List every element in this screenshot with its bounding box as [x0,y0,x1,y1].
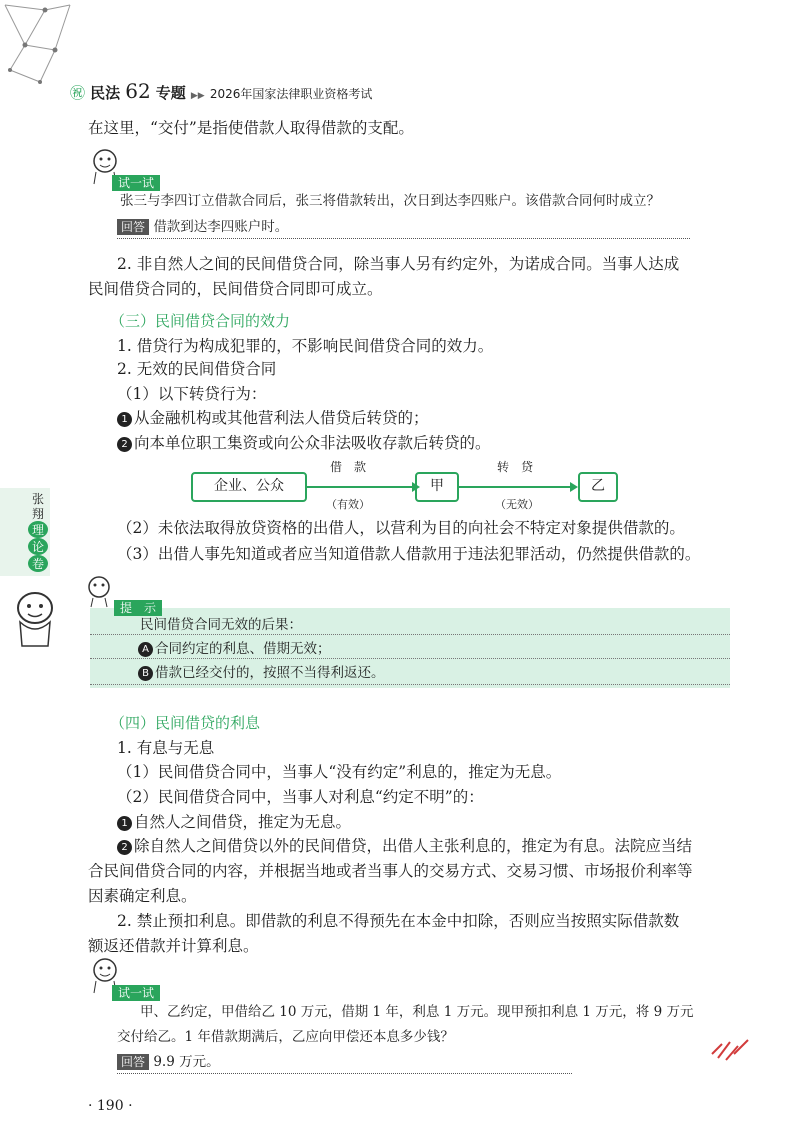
mascot-large-icon [8,586,62,650]
header-suffix: 专题 [155,84,186,102]
s4-item2-line2: 额返还借款并计算利息。 [88,937,259,955]
arrow2-label-bottom: （无效） [495,498,539,511]
hint-line3: B 借款已经交付的，按照不当得利返还。 [138,664,385,682]
side-char-1: 张 [31,492,44,506]
try1-badge: 试一试 [112,172,160,191]
divider [117,238,690,239]
line-jiaofu: 在这里，“交付”是指使借款人取得借款的支配。 [88,119,414,137]
header-arrows-icon: ▶▶ [190,91,205,101]
try2-answer-text: 9.9 万元。 [153,1054,220,1070]
try1-answer [117,218,288,236]
try1-question: 张三与李四订立借款合同后，张三将借款转出，次日到达李四账户。该借款合同何时成立？ [120,193,660,209]
hint-badge: 提 示 [114,597,162,616]
network-decoration [0,0,80,90]
running-header [70,79,372,103]
s4-item2-line1: 2. 禁止预扣利息。即借款的利息不得预先在本金中扣除，否则应当按照实际借款数 [117,912,680,930]
header-exam: 2026年国家法律职业资格考试 [209,87,373,101]
s3-item2-1a: 1 从金融机构或其他营利法人借贷后转贷的； [117,408,429,428]
hint-divider [90,658,730,659]
s3-item2: 2. 无效的民间借贷合同 [117,360,277,378]
side-char-4: 论 [28,538,48,555]
try2-question-line1: 甲、乙约定，甲借给乙 10 万元，借期 1 年，利息 1 万元。现甲预扣利息 1 万元，将 9 万元 [140,1004,694,1020]
s4-item1: 1. 有息与无息 [117,739,215,757]
s4-item1-2b-line1: 2 除自然人之间借贷以外的民间借贷，出借人主张利息的，推定为有息。法院应当结 [117,836,692,856]
s3-item2-3: （3）出借人事先知道或者应当知道借款人借款用于违法犯罪活动，仍然提供借款的。 [117,545,701,563]
try1-answer-text: 借款到达李四账户时。 [153,219,289,235]
diagram-box-yi: 乙 [578,472,618,502]
hint-divider [90,684,730,685]
page-number: · 190 · [88,1098,133,1114]
s3-item2-1: （1）以下转贷行为： [117,385,267,403]
stamp-decoration [708,1024,756,1068]
header-book: 民法 [90,84,121,102]
diagram-box-public: 企业、公众 [191,472,307,502]
try2-answer [117,1053,220,1071]
section4-title: （四）民间借贷的利息 [110,714,261,732]
try2-answer-label: 回答 [117,1054,149,1070]
arrow1-label-bottom: （有效） [326,498,370,511]
divider [117,1073,572,1074]
s3-item1: 1. 借贷行为构成犯罪的，不影响民间借贷合同的效力。 [117,337,494,355]
s4-item1-2b-line2: 合民间借贷合同的内容，并根据当地或者当事人的交易方式、交易习惯、市场报价利率等 [88,862,693,880]
para2-line2: 民间借贷合同的，民间借贷合同即可成立。 [88,280,383,298]
s4-item1-2: （2）民间借贷合同中，当事人对利息“约定不明”的： [117,788,484,806]
s4-item1-2b-line3: 因素确定利息。 [88,887,197,905]
hint-divider [90,634,730,635]
side-char-2: 翔 [31,507,44,521]
side-char-3: 理 [28,521,48,538]
s4-item1-1: （1）民间借贷合同中，当事人“没有约定”利息的，推定为无息。 [117,763,562,781]
diagram-arrows [300,478,585,498]
try2-badge: 试一试 [112,982,160,1001]
mascot-small-icon [84,574,114,608]
s3-item2-1b: 2 向本单位职工集资或向公众非法吸收存款后转贷的。 [117,433,491,453]
arrow2-label-top: 转 贷 [497,460,534,474]
try1-answer-label: 回答 [117,219,149,235]
hint-line2: A 合同约定的利息、借期无效； [138,640,331,658]
side-char-5: 卷 [28,555,48,572]
s4-item1-2a: 1 自然人之间借贷，推定为无息。 [117,812,351,832]
section3-title: （三）民间借贷合同的效力 [110,312,291,330]
para2-line1: 2. 非自然人之间的民间借贷合同，除当事人另有约定外，为诺成合同。当事人达成 [117,255,680,273]
s3-item2-2: （2）未依法取得放贷资格的出借人，以营利为目的向社会不特定对象提供借款的。 [117,519,685,537]
try2-question-line2: 交付给乙。1 年借款期满后，乙应向甲偿还本息多少钱？ [117,1029,454,1045]
hint-line1: 民间借贷合同无效的后果： [140,617,302,633]
header-number: 62 [125,79,151,103]
header-logo-icon: ㊗ [70,84,86,102]
diagram-box-jia: 甲 [415,472,459,502]
arrow1-label-top: 借 款 [330,460,367,474]
